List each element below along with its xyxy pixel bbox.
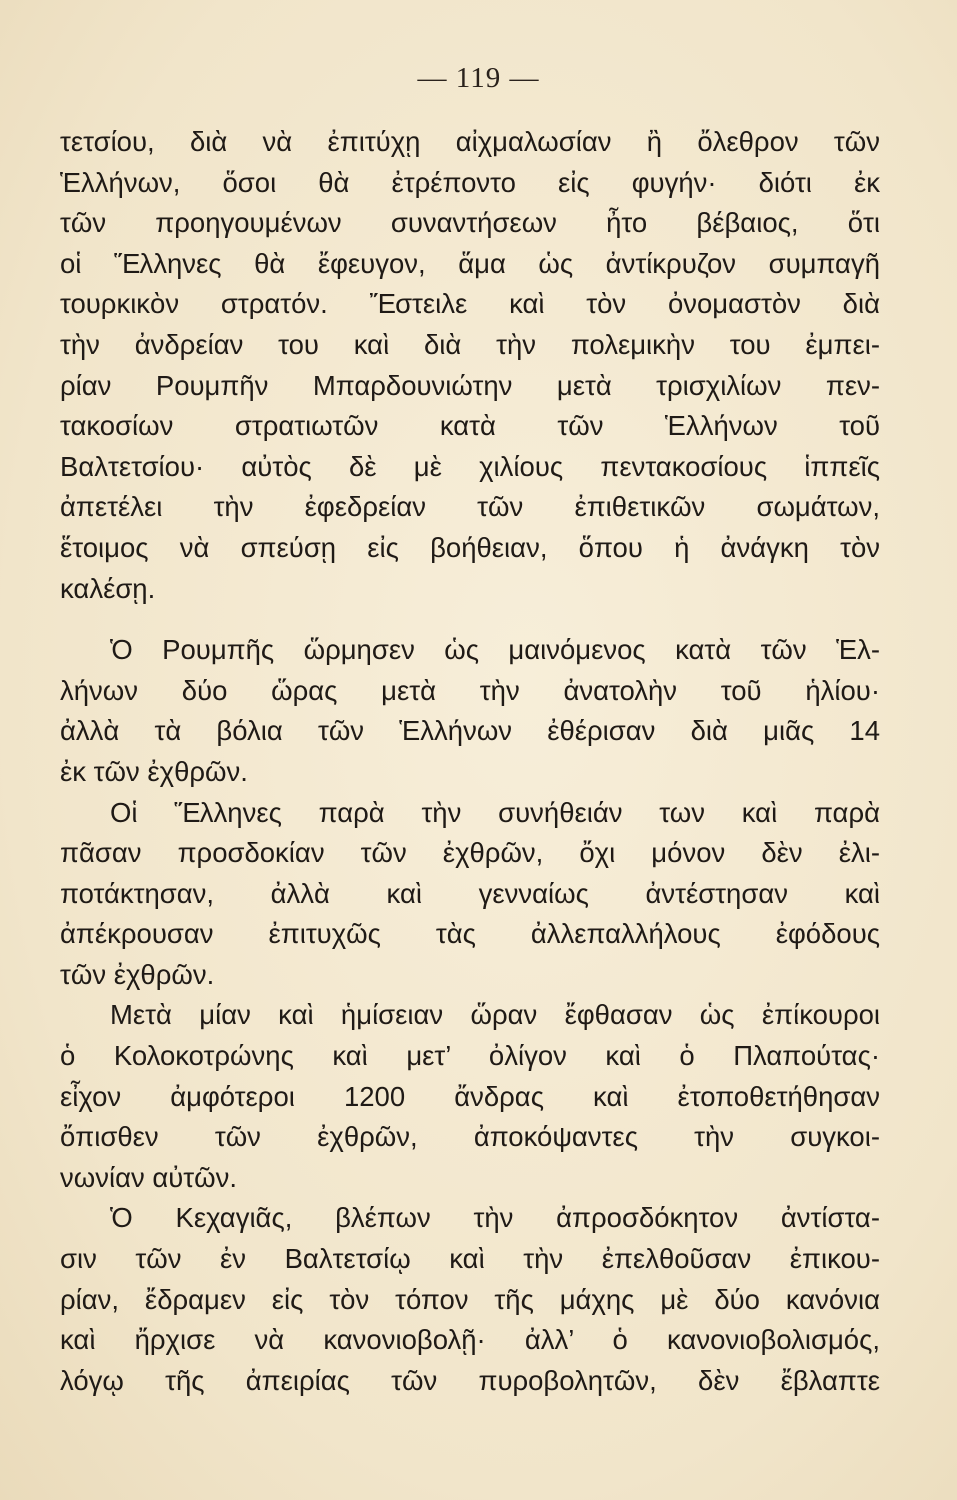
text-line: ἕτοιμος νὰ σπεύσῃ εἰς βοήθειαν, ὅπου ἡ ἀνάγκη τὸν	[60, 531, 880, 563]
text-line: καλέσῃ.	[60, 572, 156, 604]
text-line: ἀπετέλει τὴν ἐφεδρείαν τῶν ἐπιθετικῶν σωμάτων,	[60, 491, 880, 523]
paragraph-4	[60, 995, 880, 1198]
text-line: τετσίου, διὰ νὰ ἐπιτύχῃ αἰχμαλωσίαν ἢ ὄλεθρον τῶν	[60, 126, 880, 157]
text-line: Βαλτετσίου· αὐτὸς δὲ μὲ χιλίους πεντακοσίους ἱππεῖς	[60, 450, 880, 482]
text-line: Ἑλλήνων, ὅσοι θὰ ἐτρέποντο εἰς φυγήν· διότι ἐκ	[60, 166, 880, 198]
text-line: ποτάκτησαν, ἀλλὰ καὶ γενναίως ἀντέστησαν καὶ	[60, 877, 880, 909]
page-body	[60, 122, 880, 1401]
text-line: Ὁ Κεχαγιᾶς, βλέπων τὴν ἀπροσδόκητον ἀντίστα-	[110, 1202, 880, 1234]
paragraph-2	[60, 630, 880, 792]
text-line: λήνων δύο ὥρας μετὰ τὴν ἀνατολὴν τοῦ ἡλίου·	[60, 674, 880, 706]
text-line: λόγῳ τῆς ἀπειρίας τῶν πυροβολητῶν, δὲν ἔβλαπτε	[60, 1364, 880, 1396]
text-line: καὶ ἤρχισε νὰ κανονιοβολῇ· ἀλλ’ ὁ κανονιοβολισμός,	[60, 1324, 880, 1356]
text-line: ρίαν, ἔδραμεν εἰς τὸν τόπον τῆς μάχης μὲ δύο κανόνια	[60, 1283, 880, 1315]
text-line: Οἱ Ἕλληνες παρὰ τὴν συνήθειάν των καὶ παρὰ	[110, 796, 880, 828]
text-line: νωνίαν αὐτῶν.	[60, 1161, 238, 1193]
text-line: Μετὰ μίαν καὶ ἡμίσειαν ὥραν ἔφθασαν ὡς ἐπίκουροι	[110, 999, 880, 1031]
text-line: ρίαν Ρουμπῆν Μπαρδουνιώτην μετὰ τρισχιλίων πεν-	[60, 369, 880, 401]
text-line: τουρκικὸν στρατόν. Ἔστειλε καὶ τὸν ὀνομαστὸν διὰ	[60, 288, 880, 320]
text-line: τῶν ἐχθρῶν.	[60, 958, 215, 990]
paragraph-gap	[60, 609, 880, 630]
text-line: τακοσίων στρατιωτῶν κατὰ τῶν Ἑλλήνων τοῦ	[60, 410, 880, 442]
text-line: Ὁ Ρουμπῆς ὥρμησεν ὡς μαινόμενος κατὰ τῶν Ἑλ-	[110, 634, 880, 666]
text-line: τῶν προηγουμένων συναντήσεων ἦτο βέβαιος, ὅτι	[60, 207, 880, 239]
text-line: σιν τῶν ἐν Βαλτετσίῳ καὶ τὴν ἐπελθοῦσαν ἐπικου-	[60, 1243, 880, 1275]
text-line: ὄπισθεν τῶν ἐχθρῶν, ἀποκόψαντες τὴν συγκοι-	[60, 1121, 880, 1153]
text-line: ἀπέκρουσαν ἐπιτυχῶς τὰς ἀλλεπαλλήλους ἐφόδους	[60, 918, 880, 950]
text-line: ἀλλὰ τὰ βόλια τῶν Ἑλλήνων ἐθέρισαν διὰ μιᾶς 14	[60, 715, 880, 747]
page-number: — 119 —	[417, 62, 540, 94]
text-line: εἶχον ἀμφότεροι 1200 ἄνδρας καὶ ἐτοποθετήθησαν	[60, 1080, 880, 1112]
text-line: ὁ Κολοκοτρώνης καὶ μετ’ ὀλίγον καὶ ὁ Πλαπούτας·	[60, 1040, 880, 1072]
paragraph-5	[60, 1198, 880, 1401]
paragraph-3	[60, 793, 880, 996]
text-line: ἐκ τῶν ἐχθρῶν.	[60, 755, 248, 787]
text-line: οἱ Ἕλληνες θὰ ἔφευγον, ἅμα ὡς ἀντίκρυζον συμπαγῆ	[60, 247, 880, 279]
paragraph-1	[60, 122, 880, 609]
text-line: πᾶσαν προσδοκίαν τῶν ἐχθρῶν, ὄχι μόνον δὲν ἐλι-	[60, 837, 880, 869]
text-line: τὴν ἀνδρείαν του καὶ διὰ τὴν πολεμικὴν του ἐμπει-	[60, 328, 880, 360]
